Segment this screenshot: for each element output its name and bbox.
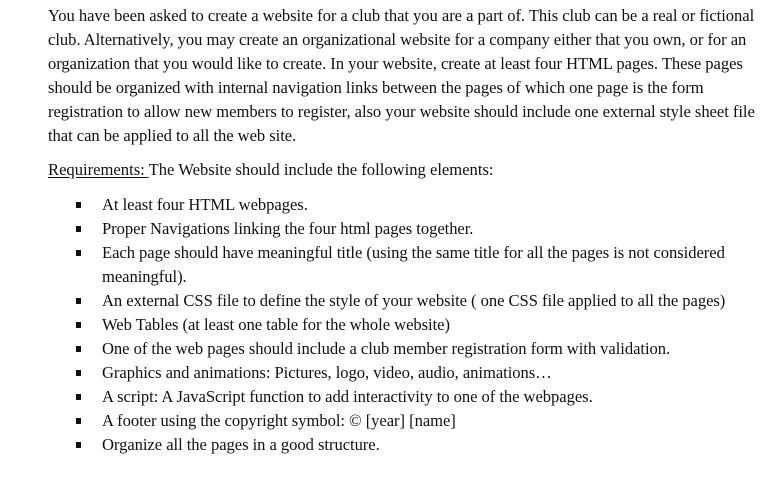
bullet-icon <box>76 370 81 376</box>
bullet-icon <box>76 298 81 304</box>
list-item-text: Each page should have meaningful title (using the same title for all the pages is not considered meaningful). <box>102 243 725 286</box>
list-item <box>48 193 760 217</box>
list-item-text: Web Tables (at least one table for the whole website) <box>102 315 450 334</box>
list-item <box>48 313 760 337</box>
list-item <box>48 289 760 313</box>
list-item-text: A footer using the copyright symbol: © [year] [name] <box>102 411 456 430</box>
requirements-label: Requirements: <box>48 160 149 179</box>
list-item-text: Organize all the pages in a good structure. <box>102 435 380 454</box>
list-item-text: One of the web pages should include a club member registration form with validation. <box>102 339 671 358</box>
list-item-text: Graphics and animations: Pictures, logo, video, audio, animations… <box>102 363 552 382</box>
list-item <box>48 337 760 361</box>
list-item <box>48 241 760 289</box>
bullet-icon <box>76 442 81 448</box>
list-item <box>48 433 760 457</box>
bullet-icon <box>76 226 81 232</box>
document <box>48 4 760 457</box>
bullet-icon <box>76 394 81 400</box>
list-item-text: Proper Navigations linking the four html pages together. <box>102 219 474 238</box>
requirements-list <box>48 193 760 457</box>
list-item <box>48 385 760 409</box>
list-item <box>48 217 760 241</box>
list-item-text: An external CSS file to define the style of your website ( one CSS file applied to all the pages) <box>102 291 726 310</box>
list-item-text: At least four HTML webpages. <box>102 195 308 214</box>
list-item <box>48 409 760 433</box>
bullet-icon <box>76 346 81 352</box>
requirements-text: The Website should include the following elements: <box>148 160 494 179</box>
bullet-icon <box>76 418 81 424</box>
list-item-text: A script: A JavaScript function to add interactivity to one of the webpages. <box>102 387 593 406</box>
bullet-icon <box>76 322 81 328</box>
requirements-heading <box>48 158 760 182</box>
bullet-icon <box>76 250 81 256</box>
bullet-icon <box>76 202 81 208</box>
intro-paragraph: You have been asked to create a website for a club that you are a part of. This club can be a real or fictional club. Alternatively, you may create an organizational website for a company either that you own, or for an organization that you would like to create. In your website, create at least four HTML pages. These pages should be organized with internal navigation links between the pages of which one page is the form registration to allow new members to register, also your website should include one external style sheet file that can be applied to all the web site. <box>48 6 755 145</box>
list-item <box>48 361 760 385</box>
